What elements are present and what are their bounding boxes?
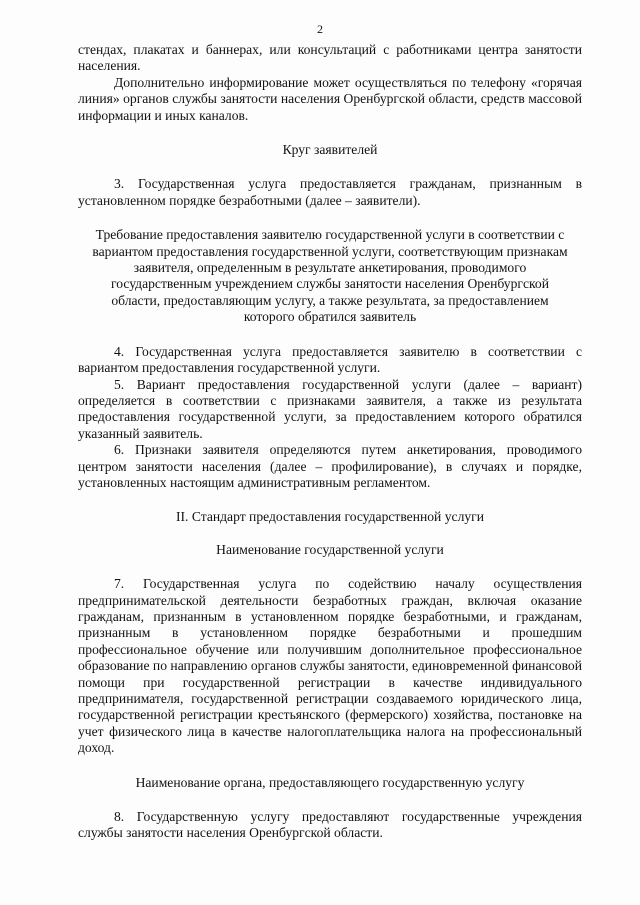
heading-providing-organ: Наименование органа, предоставляющего государственную услугу (135, 774, 525, 790)
paragraph-additional-informing: Дополнительно информирование может осуществляться по телефону «горячая линия» органов службы занятости населения Оренбургской области, средств массовой информации и иных каналов. (78, 74, 582, 123)
heading-requirement: Требование предоставления заявителю государственной услуги в соответствии с вариантом предоставления государственной услуги, соответствующим признакам заявителя, определенным в результате анкетирования, проводимого государственным учреждением службы занятости населения Оренбургской области, предоставляющим услугу, а также результата, за предоставлением которого обратился заявитель (92, 227, 568, 325)
heading-section-2: II. Стандарт предоставления государственной услуги (175, 509, 484, 525)
paragraph-6: 6. Признаки заявителя определяются путем анкетирования, проводимого центром занятости населения (далее – профилирование), в случаях и порядке, установленных настоящим административным регламентом. (78, 442, 582, 490)
paragraph-8: 8. Государственную услугу предоставляют государственные учреждения службы занятости населения Оренбургской области. (78, 809, 582, 841)
paragraph-5: 5. Вариант предоставления государственной услуги (далее – вариант) определяется в соответствии с признаками заявителя, а также из результата предоставления государственной услуги, за предоставлением которого обратился указанный заявитель. (78, 376, 582, 441)
heading-applicants-circle: Круг заявителей (282, 142, 378, 158)
paragraph-3: 3. Государственная услуга предоставляется гражданам, признанным в установленном порядке безработными (далее – заявители). (78, 176, 582, 208)
document-body (78, 42, 582, 842)
page-number: 2 (317, 22, 323, 36)
heading-service-name: Наименование государственной услуги (216, 541, 444, 557)
paragraph-4: 4. Государственная услуга предоставляется заявителю в соответствии с вариантом предоставления государственной услуги. (78, 343, 582, 376)
paragraph-7: 7. Государственная услуга по содействию началу осуществления предпринимательской деятельности безработных граждан, включая оказание гражданам, признанным в установленном порядке безработными, и гражданам, признанным в установленном порядке безработными и прошедшим профессиональное обучение или получившим дополнительное профессиональное образование по направлению органов службы занятости, единовременной финансовой помощи при государственной регистрации в качестве индивидуального предпринимателя, государственной регистрации создаваемого юридического лица, государственной регистрации крестьянского (фермерского) хозяйства, постановке на учет физического лица в качестве налогоплательщика налога на профессиональный доход. (78, 576, 582, 756)
paragraph-intro-continuation: стендах, плакатах и баннерах, или консультаций с работниками центра занятости населения. (78, 42, 582, 74)
